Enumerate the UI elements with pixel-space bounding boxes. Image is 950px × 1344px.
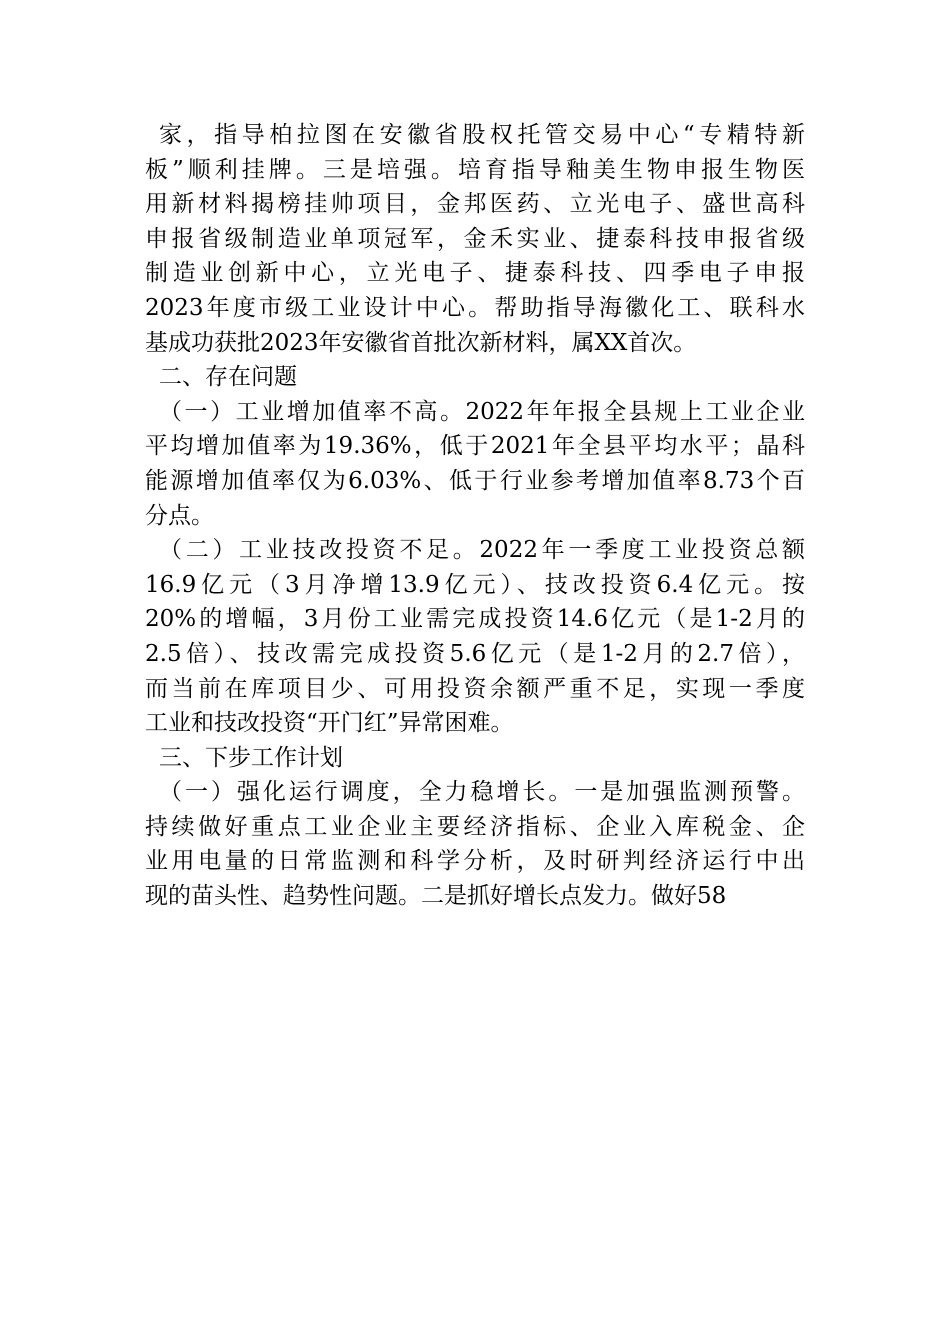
document-page [145, 118, 805, 914]
section-heading: 二、存在问题 [159, 364, 297, 391]
paragraph-line: 板”顺利挂牌。三是培强。培育指导釉美生物申报生物医 [145, 156, 805, 183]
paragraph-line: 用新材料揭榜挂帅项目，金邦医药、立光电子、盛世高科 [145, 191, 805, 218]
paragraph-line: 2023年度市级工业设计中心。帮助指导海徽化工、联科水 [145, 294, 805, 321]
paragraph-line: 平均增加值率为19.36%，低于2021年全县平均水平；晶科 [145, 433, 805, 460]
paragraph-line: 申报省级制造业单项冠军，金禾实业、捷泰科技申报省级 [145, 225, 805, 252]
paragraph-line: 而当前在库项目少、可用投资余额严重不足，实现一季度 [145, 675, 805, 702]
paragraph-line: 现的苗头性、趋势性问题。二是抓好增长点发力。做好58 [145, 883, 727, 910]
paragraph-line: 20%的增幅，3月份工业需完成投资14.6亿元（是1-2月的 [145, 606, 805, 633]
section-heading: 三、下步工作计划 [159, 744, 343, 771]
paragraph-line: 分点。 [145, 502, 214, 529]
paragraph-line: 2.5倍）、技改需完成投资5.6亿元（是1-2月的2.7倍）， [145, 640, 805, 667]
paragraph-line: 业用电量的日常监测和科学分析，及时研判经济运行中出 [145, 848, 805, 875]
paragraph-line: 持续做好重点工业企业主要经济指标、企业入库税金、企 [145, 813, 805, 840]
paragraph-line: （二）工业技改投资不足。2022年一季度工业投资总额 [159, 537, 805, 564]
paragraph-line: 工业和技改投资“开门红”异常困难。 [145, 710, 514, 737]
paragraph-line: 16.9亿元（3月净增13.9亿元）、技改投资6.4亿元。按 [145, 571, 805, 598]
paragraph-line: 制造业创新中心，立光电子、捷泰科技、四季电子申报 [145, 260, 805, 287]
paragraph-line: 能源增加值率仅为6.03%、低于行业参考增加值率8.73个百 [145, 467, 805, 494]
paragraph-line: （一）工业增加值率不高。2022年年报全县规上工业企业 [159, 398, 805, 425]
paragraph-line: 基成功获批2023年安徽省首批次新材料，属XX首次。 [145, 329, 697, 356]
paragraph-line: （一）强化运行调度，全力稳增长。一是加强监测预警。 [159, 779, 805, 806]
paragraph-line: 家，指导柏拉图在安徽省股权托管交易中心“专精特新 [159, 122, 805, 148]
